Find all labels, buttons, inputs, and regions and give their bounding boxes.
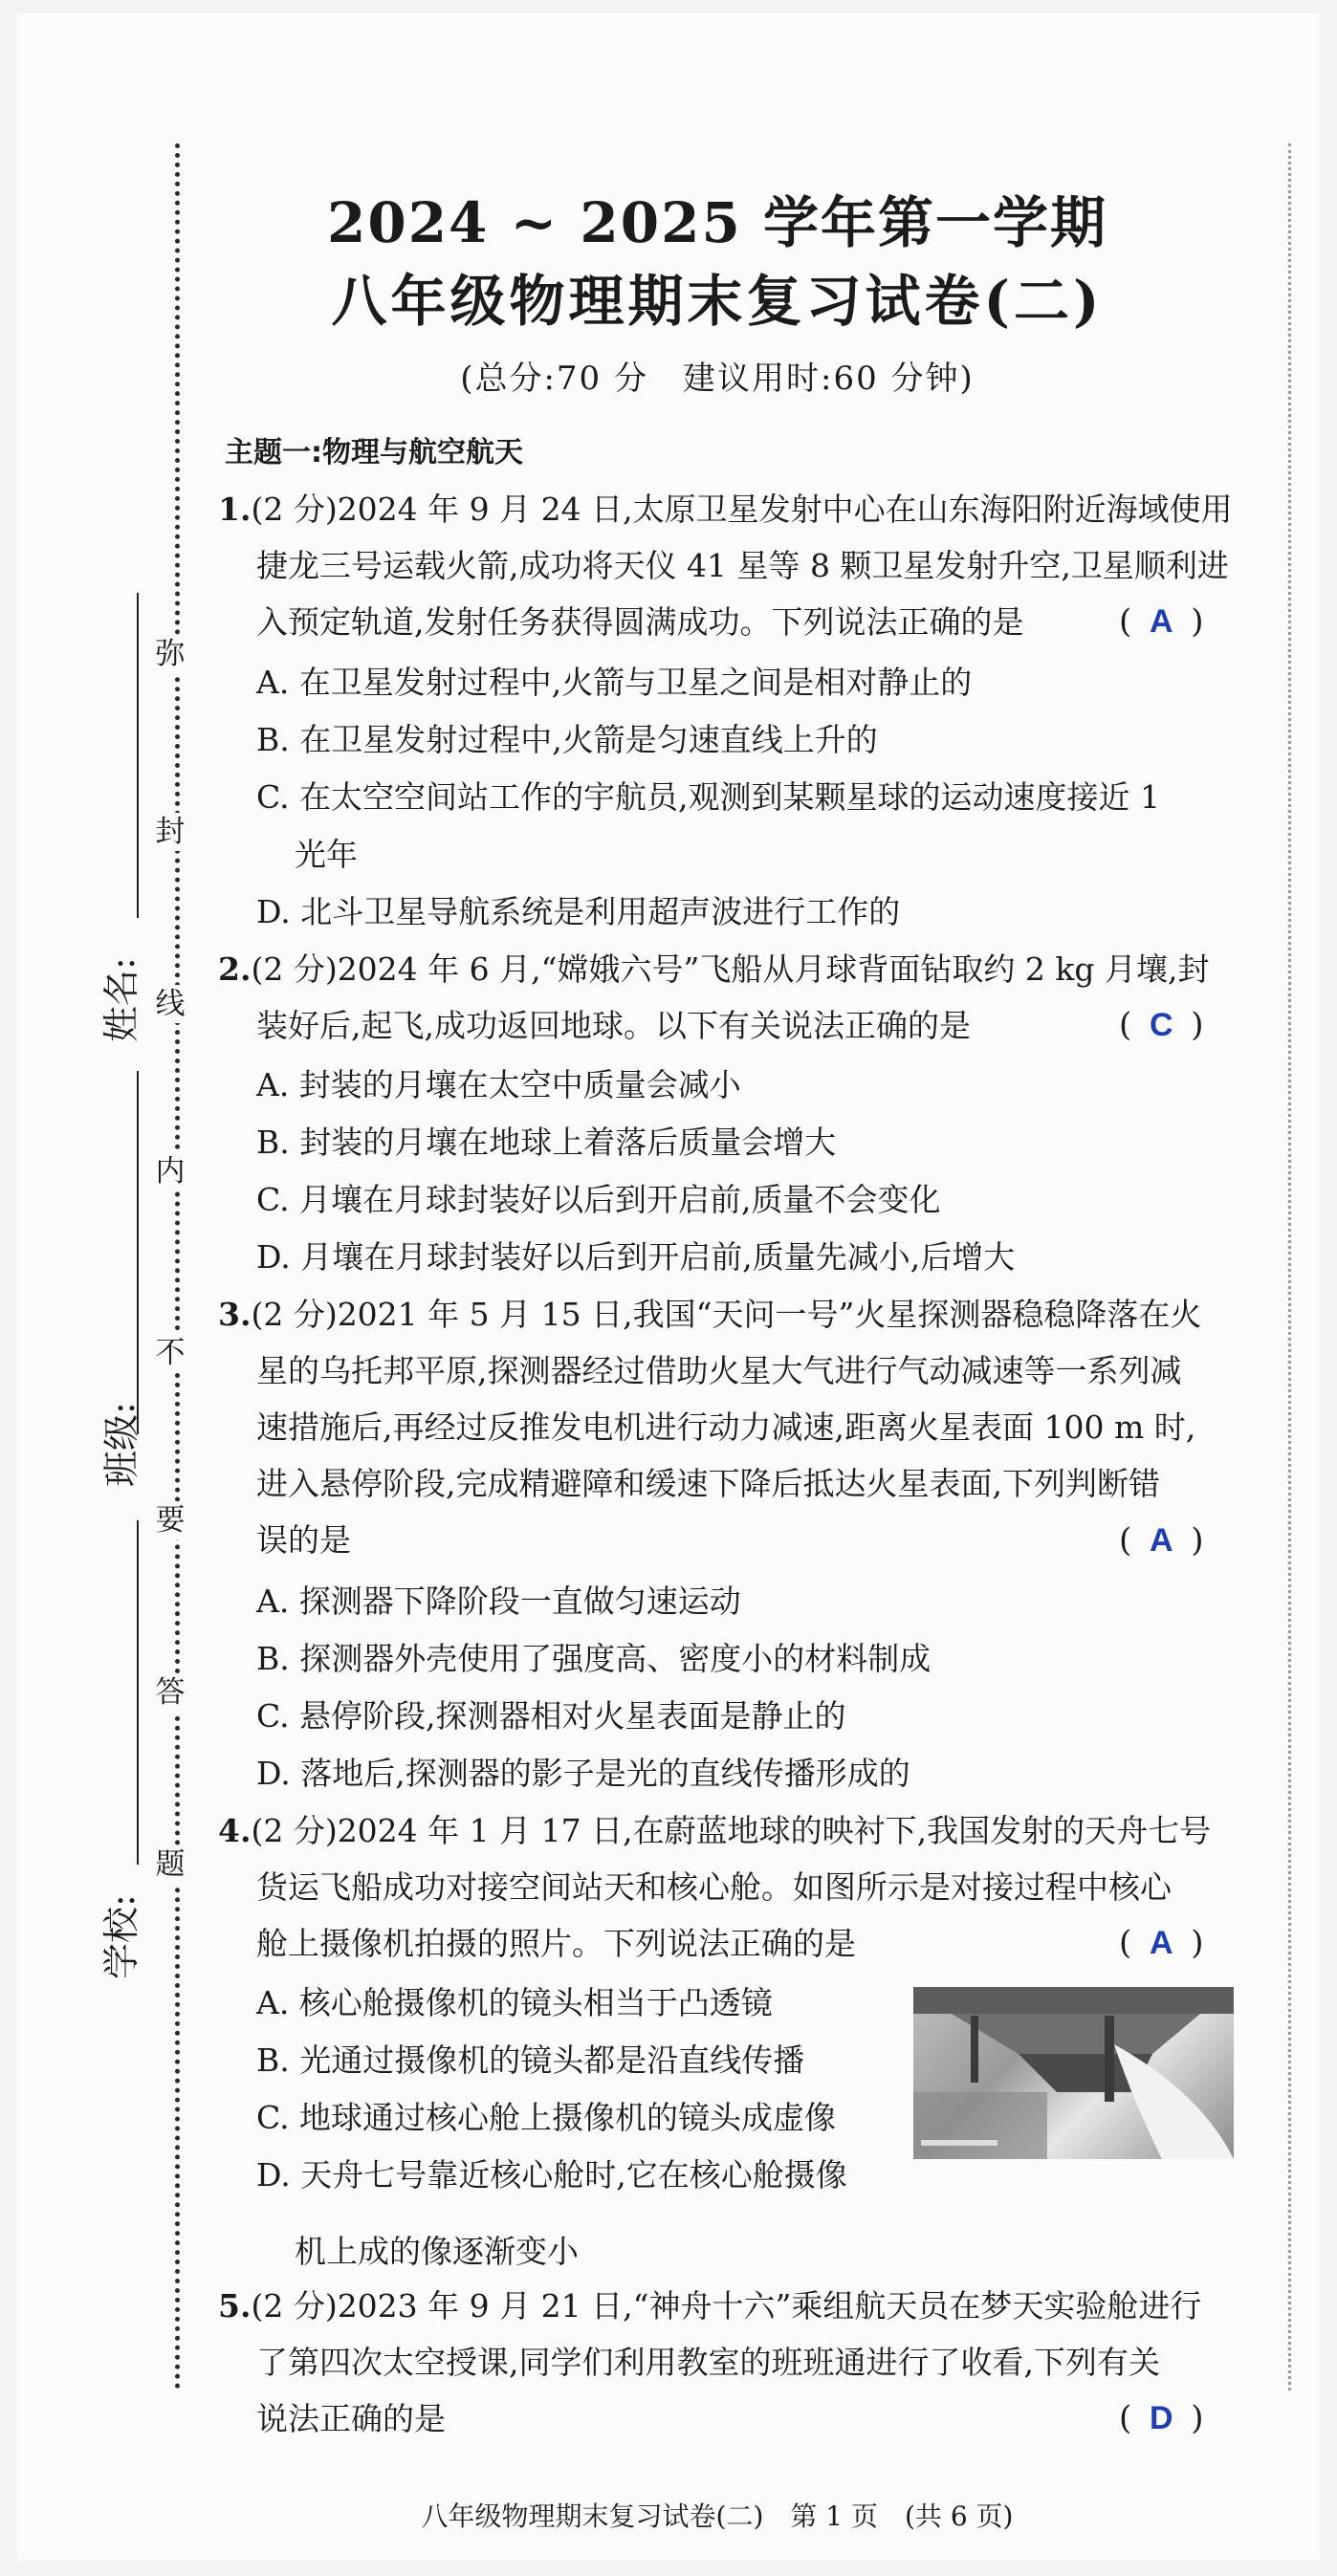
option: D. 天舟七号靠近核心舱时,它在核心舱摄像 [256, 2156, 847, 2194]
option: C. 在太空空间站工作的宇航员,观测到某颗星球的运动速度接近 1 [256, 778, 1161, 816]
option: C. 月壤在月球封装好以后到开启前,质量不会变化 [256, 1181, 941, 1218]
seal-char: 内 [151, 1152, 189, 1190]
question-text: 速措施后,再经过反推发电机进行动力减速,距离火星表面 100 m 时, [256, 1408, 1196, 1446]
option: 机上成的像逐渐变小 [295, 2233, 579, 2270]
seal-char: 答 [151, 1673, 189, 1712]
question-1 [218, 481, 1232, 650]
seal-char: 线 [151, 985, 189, 1023]
seal-char: 弥 [151, 635, 189, 673]
topic-heading: 主题一:物理与航空航天 [225, 436, 523, 469]
answer-mark: A [1149, 603, 1173, 640]
seal-char: 要 [151, 1501, 189, 1539]
question-2 [218, 941, 1232, 1054]
option: D. 北斗卫星导航系统是利用超声波进行工作的 [256, 893, 901, 930]
answer-bracket: ( A ) [1119, 1915, 1243, 1972]
question-text: 装好后,起飞,成功返回地球。以下有关说法正确的是 [256, 1007, 971, 1044]
option: B. 封装的月壤在地球上着落后质量会增大 [256, 1124, 837, 1161]
question-4 [218, 1802, 1232, 1972]
question-text: (2 分)2024 年 1 月 17 日,在蔚蓝地球的映衬下,我国发射的天舟七号 [251, 1812, 1212, 1849]
question-text: (2 分)2023 年 9 月 21 日,“神舟十六”乘组航天员在梦天实验舱进行 [251, 2287, 1202, 2325]
seal-char: 题 [151, 1845, 189, 1884]
answer-bracket: ( C ) [1119, 997, 1243, 1054]
question-text: 星的乌托邦平原,探测器经过借助火星大气进行气动减速等一系列减 [256, 1352, 1182, 1389]
option: A. 探测器下降阶段一直做匀速运动 [256, 1583, 741, 1620]
option: B. 探测器外壳使用了强度高、密度小的材料制成 [256, 1640, 932, 1677]
question-text: 货运飞船成功对接空间站天和核心舱。如图所示是对接过程中核心 [256, 1868, 1172, 1906]
option: D. 落地后,探测器的影子是光的直线传播形成的 [256, 1755, 910, 1792]
question-number: 2. [218, 950, 252, 988]
option: C. 地球通过核心舱上摄像机的镜头成虚像 [256, 2099, 837, 2136]
page-title-line2: 八年级物理期末复习试卷(二) [331, 269, 1104, 334]
question-3 [218, 1286, 1232, 1568]
option: A. 在卫星发射过程中,火箭与卫星之间是相对静止的 [256, 664, 973, 701]
page-footer: 八年级物理期末复习试卷(二) 第 1 页 (共 6 页) [421, 2500, 1014, 2532]
question-number: 5. [218, 2287, 252, 2325]
name-blank-line [137, 593, 139, 918]
question-text: 舱上摄像机拍摄的照片。下列说法正确的是 [256, 1925, 856, 1962]
right-dotted-line [1288, 143, 1291, 2390]
photo-illustration [913, 1987, 1234, 2159]
option: 光年 [295, 836, 358, 873]
option: B. 在卫星发射过程中,火箭是匀速直线上升的 [256, 721, 878, 758]
docking-camera-photo [913, 1987, 1234, 2159]
seal-char: 封 [151, 813, 189, 851]
answer-bracket: ( A ) [1119, 594, 1243, 650]
page-title-line1: 2024 ~ 2025 学年第一学期 [326, 190, 1108, 255]
school-label: 学校: [100, 1894, 142, 1979]
seal-char: 不 [151, 1334, 189, 1372]
question-text: (2 分)2024 年 6 月,“嫦娥六号”飞船从月球背面钻取约 2 kg 月壤,封 [251, 950, 1210, 988]
binding-dotted-line [175, 143, 180, 2390]
question-text: 入预定轨道,发射任务获得圆满成功。下列说法正确的是 [256, 603, 1024, 641]
class-blank-line [137, 1071, 139, 1434]
answer-mark: A [1149, 1925, 1173, 1961]
question-number: 3. [218, 1296, 252, 1333]
question-number: 4. [218, 1812, 252, 1849]
question-text: (2 分)2021 年 5 月 15 日,我国“天问一号”火星探测器稳稳降落在火 [251, 1296, 1202, 1333]
question-text: 了第四次太空授课,同学们利用教室的班班通进行了收看,下列有关 [256, 2344, 1160, 2381]
question-5 [218, 2278, 1232, 2447]
question-text: 说法正确的是 [256, 2400, 446, 2437]
answer-mark: C [1149, 1007, 1173, 1043]
question-text: (2 分)2024 年 9 月 24 日,太原卫星发射中心在山东海阳附近海域使用 [251, 491, 1233, 528]
option: D. 月壤在月球封装好以后到开启前,质量先减小,后增大 [256, 1238, 1016, 1276]
option: A. 封装的月壤在太空中质量会减小 [256, 1066, 741, 1103]
answer-mark: A [1149, 1522, 1173, 1559]
answer-mark: D [1149, 2400, 1173, 2436]
school-blank-line [137, 1520, 139, 1865]
answer-bracket: ( A ) [1119, 1513, 1243, 1569]
exam-info: (总分:70 分 建议用时:60 分钟) [460, 360, 975, 398]
question-text: 捷龙三号运载火箭,成功将天仪 41 星等 8 颗卫星发射升空,卫星顺利进 [256, 547, 1229, 584]
name-label: 姓名: [100, 957, 142, 1042]
question-number: 1. [218, 491, 252, 528]
option: A. 核心舱摄像机的镜头相当于凸透镜 [256, 1984, 773, 2021]
option: B. 光通过摄像机的镜头都是沿直线传播 [256, 2041, 805, 2079]
option: C. 悬停阶段,探测器相对火星表面是静止的 [256, 1697, 846, 1735]
class-label: 班级: [100, 1402, 142, 1487]
answer-bracket: ( D ) [1119, 2390, 1243, 2447]
question-text: 误的是 [256, 1521, 351, 1559]
question-text: 进入悬停阶段,完成精避障和缓速下降后抵达火星表面,下列判断错 [256, 1465, 1160, 1502]
